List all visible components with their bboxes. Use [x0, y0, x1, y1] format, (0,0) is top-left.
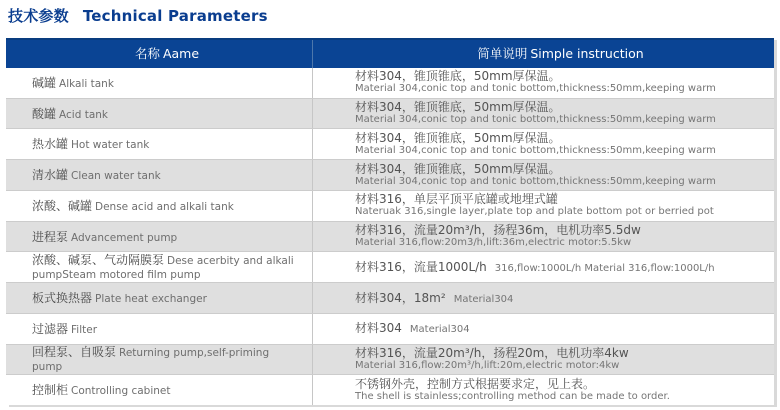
item-name-en: Dense acid and alkali tank	[95, 200, 234, 213]
item-description-zh: 材料304，锥顶锥底，50mm厚保温。	[355, 100, 561, 115]
cell-item-description	[313, 68, 774, 98]
item-name-zh: 清水罐	[32, 168, 69, 183]
item-description-zh: 材料304，锥顶锥底，50mm厚保温。	[355, 161, 561, 176]
item-description-zh: 不锈钢外壳，控制方式根据要求定，见上表。	[355, 376, 596, 391]
page-title	[8, 5, 268, 26]
item-description-en: Material 304,conic top and tonic bottom,thickness:50mm,keeping warm	[355, 83, 716, 95]
table-row	[6, 68, 774, 98]
cell-item-name	[6, 375, 313, 405]
item-name-zh: 浓酸、碱泵、气动隔膜泵	[32, 253, 165, 268]
item-description-en: Material 304,conic top and tonic bottom,thickness:50mm,keeping warm	[355, 114, 716, 126]
cell-item-name	[6, 68, 313, 98]
cell-item-description	[313, 191, 774, 221]
item-name-en: Controlling cabinet	[71, 385, 171, 398]
item-name-zh: 热水罐	[32, 137, 69, 152]
technical-parameters-table	[6, 38, 774, 405]
cell-item-name	[6, 283, 313, 313]
item-name-en: Alkali tank	[59, 77, 114, 90]
table-row	[6, 128, 774, 159]
cell-item-description	[313, 252, 774, 282]
cell-item-description	[313, 283, 774, 313]
item-name-zh: 酸罐	[32, 106, 57, 121]
item-description-zh: 材料304，锥顶锥底，50mm厚保温。	[355, 69, 561, 84]
cell-item-description	[313, 129, 774, 159]
header-instruction-en: Simple instruction	[530, 46, 644, 61]
cell-item-name	[6, 252, 313, 282]
cell-item-name	[6, 160, 313, 190]
item-description-en: The shell is stainless;controlling method can be made to order.	[355, 390, 670, 402]
table-row	[6, 282, 774, 313]
cell-item-name	[6, 99, 313, 129]
header-cell-instruction	[313, 40, 774, 68]
item-description-zh: 材料304	[355, 321, 402, 336]
item-name-en: Returning pump,self-priming pump	[32, 347, 270, 374]
cell-item-name	[6, 345, 313, 375]
table-body	[6, 68, 774, 405]
item-name-en: Clean water tank	[71, 170, 161, 183]
table-row	[6, 190, 774, 221]
item-name-en: Filter	[71, 323, 98, 336]
item-name-zh: 回程泵、自吸泵	[32, 345, 117, 360]
page-title-en: Technical Parameters	[82, 7, 268, 25]
header-name-zh: 名称	[134, 46, 160, 61]
table-row	[6, 251, 774, 282]
cell-item-description	[313, 375, 774, 405]
item-description-en: 316,flow:1000L/h Material 316,flow:1000L/h	[494, 262, 715, 274]
item-name-en: Dese acerbity and alkali pumpSteam motored film pump	[32, 255, 294, 282]
table-row	[6, 344, 774, 375]
item-description-en: Material 304,conic top and tonic bottom,thickness:50mm,keeping warm	[355, 144, 716, 156]
item-name-en: Hot water tank	[71, 139, 150, 152]
item-name-zh: 控制柜	[32, 383, 69, 398]
item-description-zh: 材料316，流量1000L/h	[355, 259, 487, 274]
cell-item-description	[313, 314, 774, 344]
item-name-zh: 板式换热器	[32, 291, 93, 305]
table-header-row	[6, 40, 774, 68]
item-name-en: Advancement pump	[71, 231, 178, 244]
table-row	[6, 374, 774, 405]
cell-item-description	[313, 99, 774, 129]
header-name-en: Aame	[162, 46, 200, 61]
item-name-zh: 过滤器	[32, 321, 69, 336]
item-name-zh: 浓酸、碱罐	[32, 198, 93, 213]
cell-item-name	[6, 222, 313, 252]
item-name-en: Plate heat exchanger	[95, 293, 207, 305]
item-description-en: Nateruak 316,single layer,plate top and plate bottom pot or berried pot	[355, 206, 714, 218]
item-name-zh: 碱罐	[32, 75, 57, 90]
cell-item-name	[6, 191, 313, 221]
item-description-en: Material 316,flow:20m³/h,lift:20m,electric motor:4kw	[355, 359, 620, 371]
item-name-zh: 进程泵	[32, 229, 69, 244]
cell-item-name	[6, 314, 313, 344]
item-description-zh: 材料304，锥顶锥底，50mm厚保温。	[355, 130, 561, 145]
cell-item-description	[313, 345, 774, 375]
item-description-zh: 材料316，流量20m³/h，扬程20m，电机功率4kw	[355, 345, 629, 360]
cell-item-description	[313, 222, 774, 252]
cell-item-description	[313, 160, 774, 190]
item-name-en: Acid tank	[59, 108, 108, 121]
page-title-zh: 技术参数	[8, 7, 69, 25]
table-row	[6, 98, 774, 129]
table-row	[6, 159, 774, 190]
item-description-en: Material304	[409, 324, 470, 336]
header-instruction-zh: 简单说明	[477, 46, 528, 61]
table-row	[6, 221, 774, 252]
item-description-en: Material 304,conic top and tonic bottom,thickness:50mm,keeping warm	[355, 175, 716, 187]
header-cell-name	[6, 40, 313, 68]
item-description-en: Material304	[453, 293, 514, 305]
table-row	[6, 313, 774, 344]
cell-item-name	[6, 129, 313, 159]
item-description-en: Material 316,flow:20m3/h,lift:36m,electric motor:5.5kw	[355, 237, 632, 249]
item-description-zh: 材料316，流量20m³/h，扬程36m，电机功率5.5dw	[355, 223, 641, 238]
item-description-zh: 材料304，18m²	[355, 290, 446, 305]
item-description-zh: 材料316，单层平顶平底罐或地埋式罐	[355, 192, 558, 207]
